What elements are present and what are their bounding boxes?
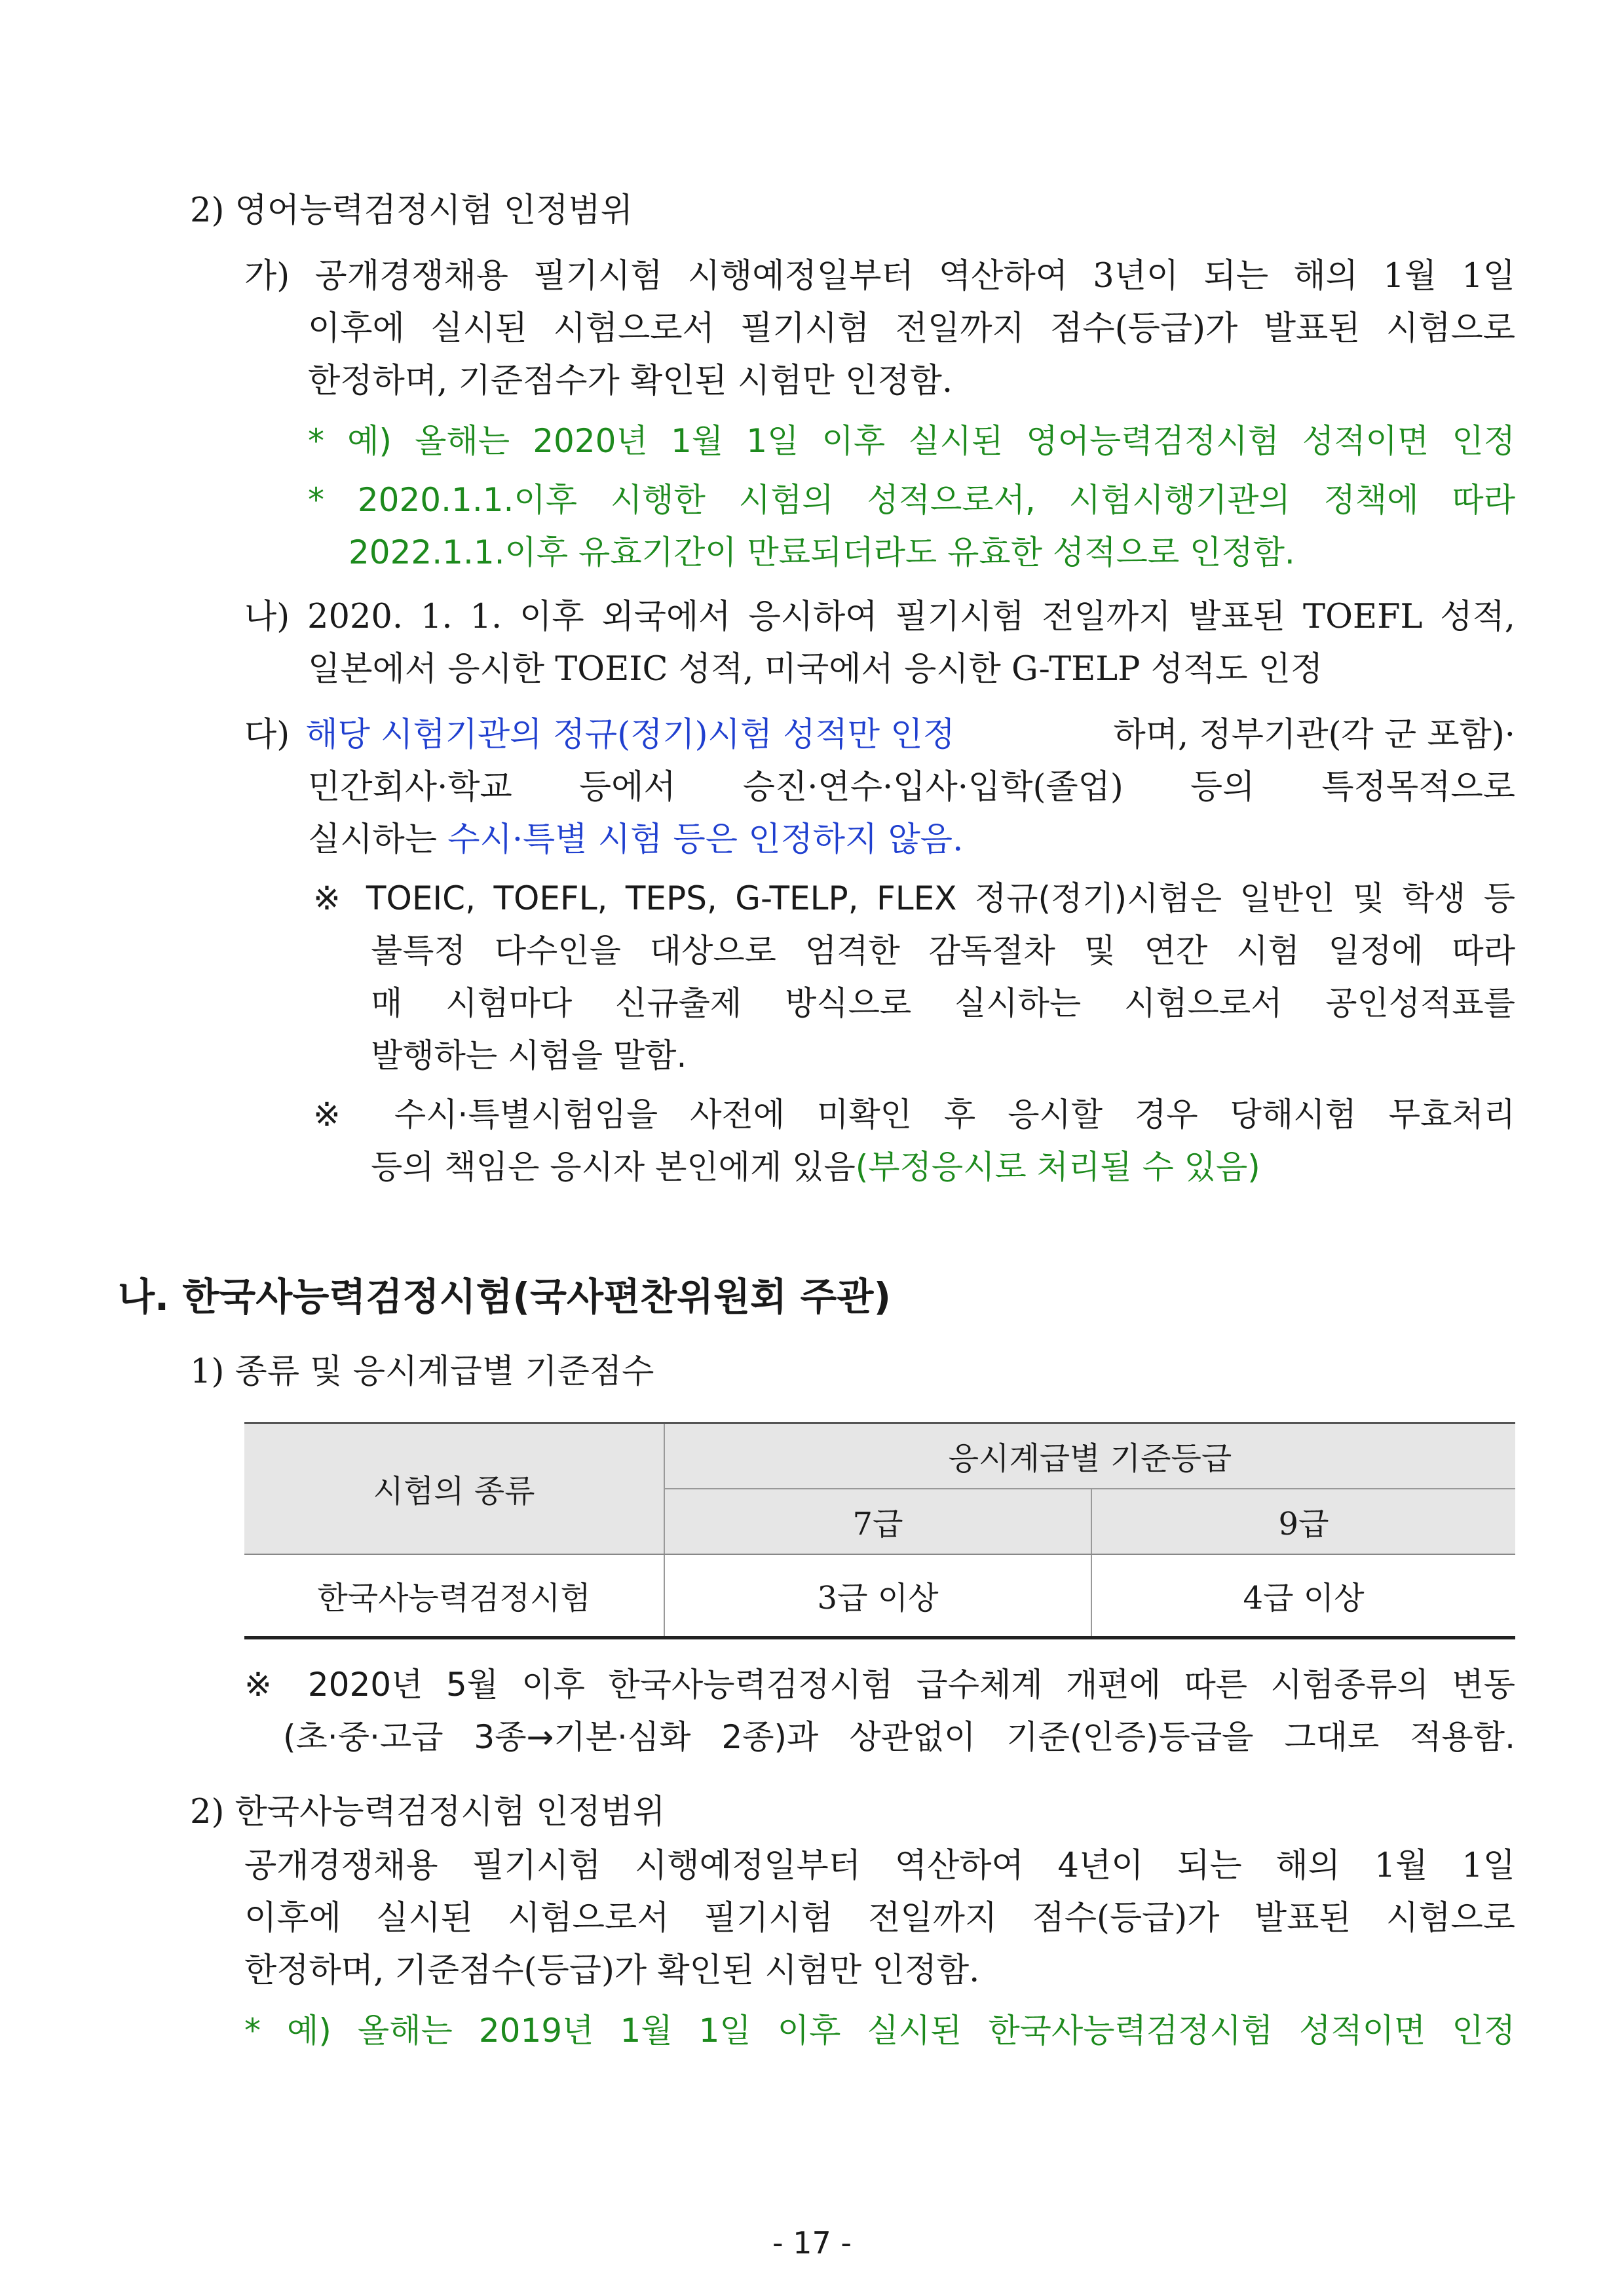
eng-da-prefix: 다) bbox=[244, 716, 301, 754]
section-kor-heading: 나. 한국사능력검정시험(국사편찬위원회 주관) bbox=[118, 1274, 891, 1319]
eng-ref2-line2-pre: 등의 책임은 응시자 본인에게 있음 bbox=[371, 1148, 856, 1186]
eng-da-line1-rest: 하며, 정부기관(각 군 포함)· bbox=[1113, 716, 1515, 754]
eng-da-line3 bbox=[308, 820, 964, 859]
eng-ga-note2-line1: * 2020.1.1.이후 시행한 시험의 성적으로서, 시험시행기관의 정책에 따라 bbox=[308, 481, 1515, 519]
eng-da-line3-pre: 실시하는 bbox=[308, 820, 448, 859]
eng-ga-note2-line2: 2022.1.1.이후 유효기간이 만료되더라도 유효한 성적으로 인정함. bbox=[349, 533, 1295, 571]
table-cell-7: 3급 이상 bbox=[664, 1554, 1091, 1638]
kor-body-line1: 공개경쟁채용 필기시험 시행예정일부터 역산하여 4년이 되는 해의 1월 1일 bbox=[244, 1846, 1515, 1885]
kor-sub2: 2) 한국사능력검정시험 인정범위 bbox=[190, 1793, 666, 1831]
eng-da-blue-text: 해당 시험기관의 정규(정기)시험 성적만 인정 bbox=[305, 716, 955, 754]
eng-ref1-line4: 발행하는 시험을 말함. bbox=[371, 1037, 687, 1075]
table-row bbox=[244, 1554, 1515, 1638]
table-cell-name: 한국사능력검정시험 bbox=[244, 1554, 664, 1638]
eng-na-line2: 일본에서 응시한 TOEIC 성적, 미국에서 응시한 G-TELP 성적도 인정 bbox=[308, 650, 1323, 689]
table-header-7: 7급 bbox=[664, 1489, 1091, 1554]
eng-da-blue-text-2: 수시·특별 시험 등은 인정하지 않음. bbox=[447, 820, 964, 859]
table-header-type: 시험의 종류 bbox=[244, 1423, 664, 1554]
table-header-group: 응시계급별 기준등급 bbox=[664, 1423, 1515, 1489]
eng-ref1-line3: 매 시험마다 신규출제 방식으로 실시하는 시험으로서 공인성적표를 bbox=[371, 984, 1515, 1022]
kor-table-note-line1: ※ 2020년 5월 이후 한국사능력검정시험 급수체계 개편에 따른 시험종류의 변동 bbox=[244, 1666, 1515, 1704]
grade-table bbox=[244, 1422, 1515, 1639]
eng-ref2-line2-green: (부정응시로 처리될 수 있음) bbox=[855, 1148, 1260, 1186]
eng-ga-line2: 이후에 실시된 시험으로서 필기시험 전일까지 점수(등급)가 발표된 시험으로 bbox=[308, 309, 1515, 348]
eng-ga-line3: 한정하며, 기준점수가 확인된 시험만 인정함. bbox=[308, 362, 953, 400]
page-number: - 17 - bbox=[772, 2225, 852, 2261]
eng-ga-note1: * 예) 올해는 2020년 1월 1일 이후 실시된 영어능력검정시험 성적이면 인정 bbox=[308, 422, 1515, 460]
eng-da-line1 bbox=[244, 718, 1515, 752]
eng-ref2-line2 bbox=[371, 1148, 1260, 1186]
kor-note: * 예) 올해는 2019년 1월 1일 이후 실시된 한국사능력검정시험 성적이면 인정 bbox=[244, 2012, 1515, 2050]
table-header-9: 9급 bbox=[1091, 1489, 1515, 1554]
kor-table-note-line2: (초·중·고급 3종→기본·심화 2종)과 상관없이 기준(인증)등급을 그대로 적용함. bbox=[283, 1718, 1515, 1756]
eng-ref2-line1: ※ 수시·특별시험임을 사전에 미확인 후 응시할 경우 당해시험 무효처리 bbox=[313, 1096, 1515, 1134]
eng-ref1-line2: 불특정 다수인을 대상으로 엄격한 감독절차 및 연간 시험 일정에 따라 bbox=[371, 932, 1515, 970]
kor-body-line3: 한정하며, 기준점수(등급)가 확인된 시험만 인정함. bbox=[244, 1951, 980, 1990]
kor-body-line2: 이후에 실시된 시험으로서 필기시험 전일까지 점수(등급)가 발표된 시험으로 bbox=[244, 1899, 1515, 1938]
eng-ref1-line1: ※ TOEIC, TOEFL, TEPS, G-TELP, FLEX 정규(정기)시험은 일반인 및 학생 등 bbox=[313, 879, 1515, 917]
kor-sub1: 1) 종류 및 응시계급별 기준점수 bbox=[190, 1352, 654, 1391]
eng-da-line2: 민간회사·학교 등에서 승진·연수·입사·입학(졸업) 등의 특정목적으로 bbox=[308, 768, 1515, 807]
eng-ga-line1: 가) 공개경쟁채용 필기시험 시행예정일부터 역산하여 3년이 되는 해의 1월 1일 bbox=[244, 257, 1515, 296]
table-cell-9: 4급 이상 bbox=[1091, 1554, 1515, 1638]
section-eng-title: 2) 영어능력검정시험 인정범위 bbox=[190, 191, 633, 230]
eng-na-line1: 나) 2020. 1. 1. 이후 외국에서 응시하여 필기시험 전일까지 발표된 TOEFL 성적, bbox=[244, 598, 1515, 636]
